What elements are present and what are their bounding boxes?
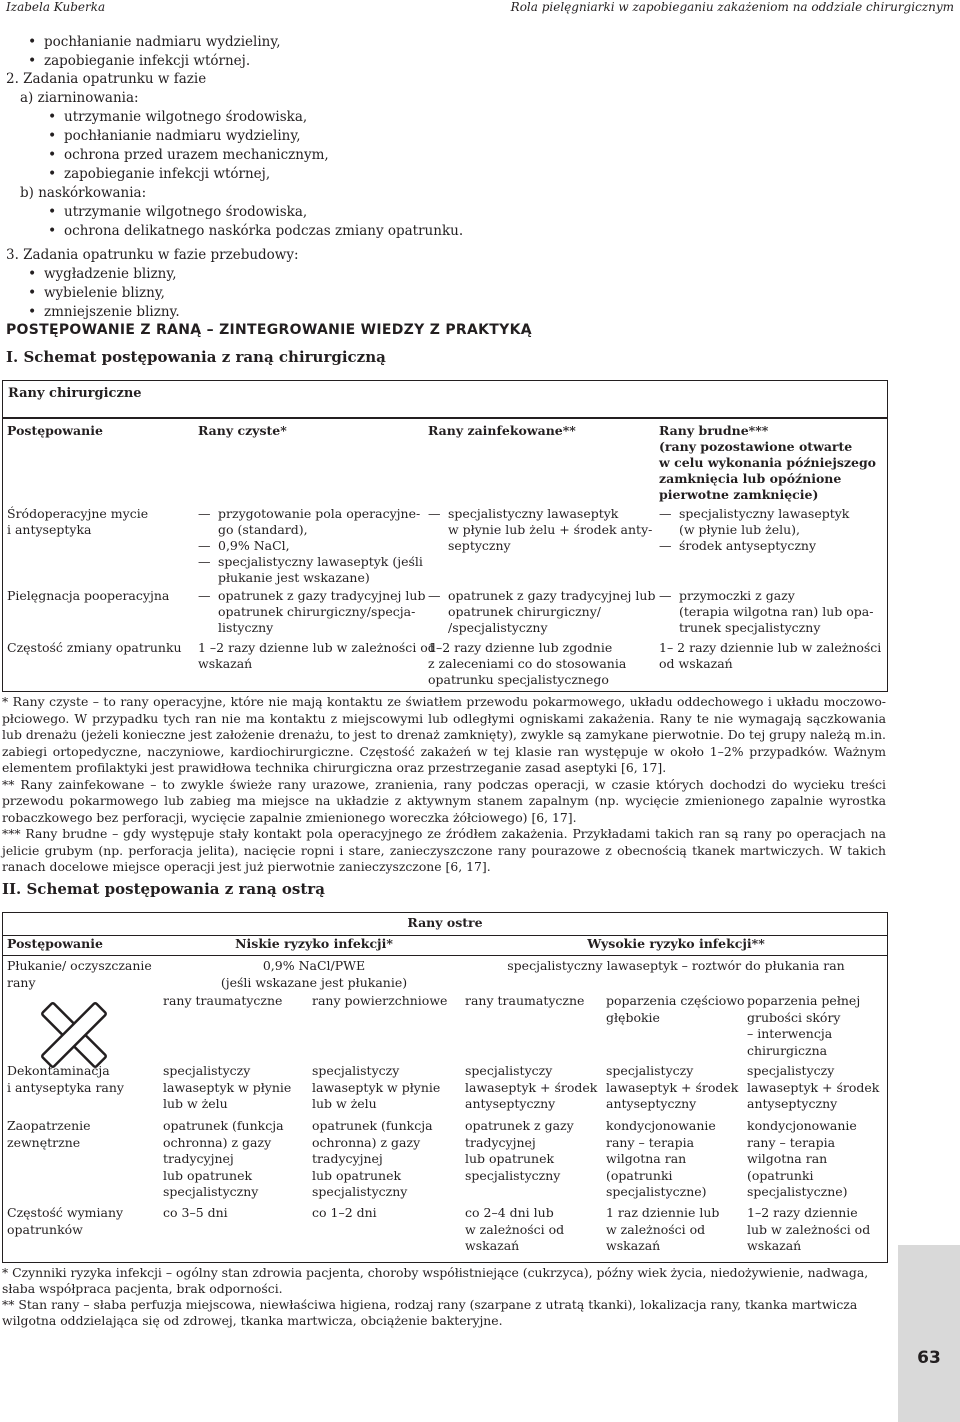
dash-item: — opatrunek z gazy tradycyjnej lub [428, 588, 655, 604]
cell-line: rany – terapia [747, 1134, 836, 1150]
t2-cell-types [606, 993, 745, 1026]
cell-line: opatrunek (funkcja [163, 1118, 284, 1133]
cell-line: antyseptyczny [465, 1096, 556, 1111]
cell-line: (opatrunki [747, 1167, 814, 1183]
cell-line: i antyseptyka [7, 522, 92, 537]
cell-line: 0,9% NaCl/PWE [262, 958, 366, 973]
intro-bullet-item: • pochłanianie nadmiaru wydzieliny, [64, 126, 301, 146]
cell-line: lub opatrunek [312, 1167, 402, 1183]
t1-row-intraoperative-dirty [659, 506, 849, 554]
cell-line: zamknięcia lub opóźnione [659, 471, 842, 486]
intro-bullet-item: • zapobieganie infekcji wtórnej. [44, 51, 250, 71]
t2-decontamination-label [7, 1063, 124, 1096]
intro-bullet-item: • pochłanianie nadmiaru wydzieliny, [44, 32, 281, 52]
t1-row-frequency-label: Częstość zmiany opatrunku [7, 640, 182, 655]
cell-line: Częstość wymiany [7, 1205, 124, 1220]
dash-item-continuation: listyczny [218, 620, 274, 635]
cell-line: lub w zależności od [747, 1221, 871, 1237]
cell-line: tradycyjnej [312, 1151, 383, 1166]
intro-bullet-item: • wygładzenie blizny, [44, 264, 177, 284]
dash-item-continuation: opatrunek chirurgiczny/ [448, 604, 601, 619]
dash-item-continuation: opatrunek chirurgiczny/specja- [218, 604, 416, 619]
intro-heading-line: 2. Zadania opatrunku w fazie [6, 71, 207, 87]
cell-line: antyseptyczny [606, 1096, 697, 1111]
t2-cell-czest [747, 1205, 870, 1255]
footnote-clean: * Rany czyste – to rany operacyjne, które nie mają kontaktu ze światłem przewodu pokarmowego, układu oddechowego i układu moczowo-płciowego. W przypadku tych ran nie ma kontaktu z miejscowymi lub odległymi ogniskami zakażenia. Rany te nie wymagają sączkowania lub drenażu (jeżeli konieczne jest założenie drenażu, to jest to drenaż zamknięty), zwykle są zamykane pierwotnie. Do tej grupy należą m.in. zabiegi ortopedyczne, naczyniowe, kardiochirurgiczne. Częstość zakażeń w tej klasie ran występuje w około 1–2% przypadków. Ważnym elementem profilaktyki jest prawidłowa technika chirurgiczna oraz przestrzeganie zasad aseptyki [6, 17]. [2, 694, 886, 775]
t1-row-postoperative-clean [198, 588, 425, 636]
t2-header-low-risk: Niskie ryzyko infekcji* [235, 936, 393, 951]
dash-item-continuation: (terapia wilgotna ran) lub opa- [679, 604, 874, 619]
cell-line: (jeśli wskazane jest płukanie) [220, 974, 408, 990]
main-heading: POSTĘPOWANIE Z RANĄ – ZINTEGROWANIE WIEDZY Z PRAKTYKĄ [6, 322, 532, 338]
page-number-tab [898, 1245, 960, 1422]
surgical-wounds-label: Rany chirurgiczne [8, 386, 142, 401]
cell-line: specjalistyczny [465, 1167, 561, 1183]
cell-line: tradycyjnej [163, 1151, 234, 1166]
cell-line: Dekontaminacja [7, 1063, 110, 1078]
cell-line: 1–2 razy dzienne lub zgodnie [428, 640, 613, 655]
cell-line: wskazań [747, 1238, 802, 1253]
dash-item: — 0,9% NaCl, [198, 538, 423, 554]
intro-heading-line: 3. Zadania opatrunku w fazie przebudowy: [6, 247, 299, 263]
cell-line: lub w żelu [312, 1096, 377, 1111]
cell-line: Śródoperacyjne mycie [7, 506, 149, 521]
dash-item: — środek antyseptyczny [659, 538, 849, 554]
cell-line: co 3–5 dni [163, 1205, 228, 1220]
cell-line: ochronna) z gazy [312, 1134, 421, 1150]
t2-cell-zaop [747, 1118, 857, 1201]
t2-cell-types [747, 993, 860, 1059]
cell-line: lawaseptyk + środek [747, 1079, 880, 1095]
cell-line: pierwotne zamknięcie) [659, 487, 819, 502]
t2-cell-dekont [747, 1063, 879, 1113]
cell-line: rany powierzchniowe [312, 993, 448, 1008]
intro-bullet-item: • ochrona delikatnego naskórka podczas zmiany opatrunku. [64, 221, 463, 241]
t2-cell-dekont [312, 1063, 440, 1113]
dash-item: — przymoczki z gazy [659, 588, 873, 604]
surgical-wound-table [2, 417, 888, 692]
dash-item: — specjalistyczny lawaseptyk [428, 506, 652, 522]
t1-row-postoperative-label: Pielęgnacja pooperacyjna [7, 588, 170, 603]
cell-line: lawaseptyk + środek [465, 1079, 598, 1095]
t1-row-intraoperative-infected [428, 506, 652, 554]
intro-bullet-item: • ochrona przed urazem mechanicznym, [64, 145, 329, 165]
surgical-wounds-box [2, 380, 888, 419]
t2-cell-zaop [312, 1118, 433, 1201]
cell-line: z zaleceniami co do stosowania [428, 656, 627, 671]
cell-line: rany [7, 974, 36, 990]
t2-cell-czest [163, 1205, 228, 1222]
t2-line [3, 955, 887, 956]
cell-line: poparzenia częściowo [606, 993, 745, 1008]
section1-title: I. Schemat postępowania z raną chirurgiczną [6, 348, 386, 366]
cell-line: opatrunek (funkcja [312, 1118, 433, 1133]
footnote-wound-state: ** Stan rany – słaba perfuzja miejscowa, niewłaściwa higiena, rodzaj rany (szarpane z utratą tkanki), lokalizacja rany, tkanka martwicza wilgotna oddzielająca się od zdrowej, tkanka martwicza, obciążenie bakteryjne. [2, 1297, 858, 1328]
cell-line: Rany brudne*** [659, 423, 769, 438]
cell-line: specjalistyczy [312, 1063, 400, 1078]
t1-header-infected: Rany zainfekowane** [428, 423, 576, 438]
t2-header-postepowanie: Postępowanie [7, 936, 103, 951]
t1-row-postoperative-dirty [659, 588, 873, 636]
cell-line: lawaseptyk + środek [606, 1079, 739, 1095]
dash-item-continuation: w płynie lub żelu + środek anty- [448, 522, 653, 537]
acute-wound-table [2, 912, 888, 1263]
t2-cell-zaop [163, 1118, 284, 1201]
t2-rinse-high: specjalistyczny lawaseptyk – roztwór do płukania ran [507, 958, 845, 973]
cell-line: specjalistyczny [312, 1184, 408, 1199]
cell-line: wilgotna ran [606, 1151, 687, 1166]
dash-item: — opatrunek z gazy tradycyjnej lub [198, 588, 425, 604]
page-number: 63 [917, 1348, 941, 1368]
cell-line: poparzenia pełnej [747, 993, 861, 1008]
t2-cell-czest [606, 1205, 719, 1255]
cell-line: lub w żelu [163, 1096, 228, 1111]
cell-line: lawaseptyk w płynie [312, 1079, 441, 1095]
cell-line: zewnętrzne [7, 1134, 81, 1150]
cell-line: wskazań [465, 1238, 520, 1253]
cross-mark-icon [11, 999, 137, 1071]
intro-heading-line: a) ziarninowania: [20, 90, 139, 106]
cell-line: grubości skóry [747, 1009, 841, 1025]
intro-bullet-item: • zapobieganie infekcji wtórnej, [64, 164, 270, 184]
cell-line: specjalistyczy [747, 1063, 835, 1078]
cell-line: od wskazań [659, 656, 733, 671]
t2-external-dressing-label [7, 1118, 91, 1151]
intro-heading-line: b) naskórkowania: [20, 185, 147, 201]
t1-row-frequency-infected [428, 640, 626, 688]
intro-bullet-item: • utrzymanie wilgotnego środowiska, [64, 107, 307, 127]
section2-title: II. Schemat postępowania z raną ostrą [2, 880, 325, 898]
cell-line: specjalistyczy [606, 1063, 694, 1078]
t2-cell-zaop [606, 1118, 716, 1201]
cell-line: głębokie [606, 1009, 660, 1025]
cell-line: wilgotna ran [747, 1151, 828, 1166]
t1-row-intraoperative-label [7, 506, 148, 538]
cell-line: w zależności od [606, 1221, 706, 1237]
dash-item-continuation: /specjalistyczny [448, 620, 548, 635]
footnotes-acute [2, 1265, 886, 1329]
cell-line: 1–2 razy dziennie [747, 1205, 858, 1220]
cell-line: – interwencja [747, 1026, 833, 1041]
cell-line: rany traumatyczne [163, 993, 283, 1008]
cell-line: i antyseptyka rany [7, 1079, 124, 1095]
intro-bullet-item: • wybielenie blizny, [44, 283, 165, 303]
cell-line: specjalistyczny [163, 1184, 259, 1199]
t2-cell-types [163, 993, 282, 1010]
dash-item: — specjalistyczny lawaseptyk [659, 506, 849, 522]
cell-line: specjalistyczne) [606, 1184, 707, 1199]
t1-row-frequency-clean [198, 640, 436, 672]
cell-line: chirurgiczna [747, 1042, 828, 1058]
t2-header-high-risk: Wysokie ryzyko infekcji** [587, 936, 765, 951]
cell-line: specjalistyczy [163, 1063, 251, 1078]
footnotes-surgical [2, 694, 886, 876]
t1-header-postepowanie: Postępowanie [7, 423, 103, 438]
t1-header-dirty [659, 423, 876, 503]
intro-bullet-item: • utrzymanie wilgotnego środowiska, [64, 202, 307, 222]
footnote-dirty: *** Rany brudne – gdy występuje stały kontakt pola operacyjnego ze źródłem zakażenia. Przykładami takich ran są rany po operacjach na jelicie grubym (np. perforacja jelita), nacięcie ropni i stare, zanieczyszczone rany pourazowe z obecnością tkanek martwiczych. W takich ranach docelowe miejsce operacji jest już pierwotnie zanieczyszczone [6, 17]. [2, 826, 886, 874]
cell-line: opatrunku specjalistycznego [428, 672, 609, 687]
cell-line: tradycyjnej [465, 1134, 536, 1150]
cell-line: co 2–4 dni lub [465, 1205, 554, 1220]
cell-line: (rany pozostawione otwarte [659, 439, 853, 454]
cell-line: rany – terapia [606, 1134, 695, 1150]
t2-cell-types [465, 993, 584, 1010]
cell-line: (opatrunki [606, 1167, 673, 1183]
cell-line: 1 raz dziennie lub [606, 1205, 720, 1220]
dash-item-continuation: septyczny [448, 538, 511, 553]
header-author: Izabela Kuberka [6, 0, 106, 14]
t2-rinse-label [7, 958, 152, 991]
cell-line: wskazań [198, 656, 253, 671]
t2-cell-czest [465, 1205, 564, 1255]
cell-line: Płukanie/ oczyszczanie [7, 958, 152, 973]
footnote-infected: ** Rany zainfekowane – to zwykle świeże rany urazowe, zranienia, rany podczas operacji, w czasie których dochodzi do wycieku treści przewodu pokarmowego lub zabieg ma miejsce na układzie z aktywnym stanem zapalnym (np. wycięcie zmienionego zapalnie wyrostka robaczkowego bez perforacji, wycięcie zapalnie zmienionego woreczka żółciowego) [6, 17]. [2, 776, 886, 825]
cell-line: lub opatrunek [465, 1151, 555, 1166]
cell-line: antyseptyczny [747, 1096, 838, 1111]
cell-line: wskazań [606, 1238, 661, 1253]
dash-item-continuation: trunek specjalistyczny [679, 620, 821, 635]
cell-line: kondycjonowanie [747, 1118, 857, 1133]
dash-item: — specjalistyczny lawaseptyk (jeśli [198, 554, 423, 570]
cell-line: lawaseptyk w płynie [163, 1079, 292, 1095]
cell-line: co 1–2 dni [312, 1205, 377, 1220]
dash-item-continuation: płukanie jest wskazane) [218, 570, 370, 585]
t2-cell-czest [312, 1205, 377, 1222]
dash-item: — przygotowanie pola operacyjne- [198, 506, 423, 522]
header-title: Rola pielęgniarki w zapobieganiu zakażeniom na oddziale chirurgicznym [510, 0, 954, 14]
cell-line: w celu wykonania późniejszego [659, 455, 877, 470]
t2-cell-zaop [465, 1118, 574, 1184]
footnote-risk-factors: * Czynniki ryzyka infekcji – ogólny stan zdrowia pacjenta, choroby współistniejące (cukrzyca), późny wiek życia, niedożywienie, nadwaga, słaba współpraca pacjenta, brak odporności. [2, 1265, 869, 1296]
cell-line: specjalistyczne) [747, 1184, 848, 1199]
t2-cell-dekont [163, 1063, 291, 1113]
cell-line: kondycjonowanie [606, 1118, 716, 1133]
cell-line: rany traumatyczne [465, 993, 585, 1008]
cell-line: w zależności od [465, 1221, 565, 1237]
t2-change-frequency-label [7, 1205, 123, 1238]
cell-line: ochronna) z gazy [163, 1134, 272, 1150]
t1-row-frequency-dirty [659, 640, 881, 672]
cell-line: 1 –2 razy dzienne lub w zależności od [198, 640, 436, 655]
dash-item-continuation: go (standard), [218, 522, 308, 537]
t2-cell-dekont [606, 1063, 738, 1113]
cell-line: opatrunek z gazy [465, 1118, 574, 1133]
cell-line: Zaopatrzenie [7, 1118, 91, 1133]
t2-cell-types [312, 993, 447, 1010]
intro-bullet-item: • zmniejszenie blizny. [44, 302, 180, 322]
dash-item-continuation: (w płynie lub żelu), [679, 522, 800, 537]
cell-line: opatrunków [7, 1221, 83, 1237]
t2-title: Rany ostre [407, 915, 483, 930]
t1-header-clean: Rany czyste* [198, 423, 287, 438]
t1-row-intraoperative-clean [198, 506, 423, 586]
cell-line: specjalistyczy [465, 1063, 553, 1078]
cell-line: lub opatrunek [163, 1167, 253, 1183]
t2-rinse-low [163, 958, 465, 991]
t1-row-postoperative-infected [428, 588, 655, 636]
cell-line: 1– 2 razy dziennie lub w zależności [659, 640, 882, 655]
t2-cell-dekont [465, 1063, 597, 1113]
